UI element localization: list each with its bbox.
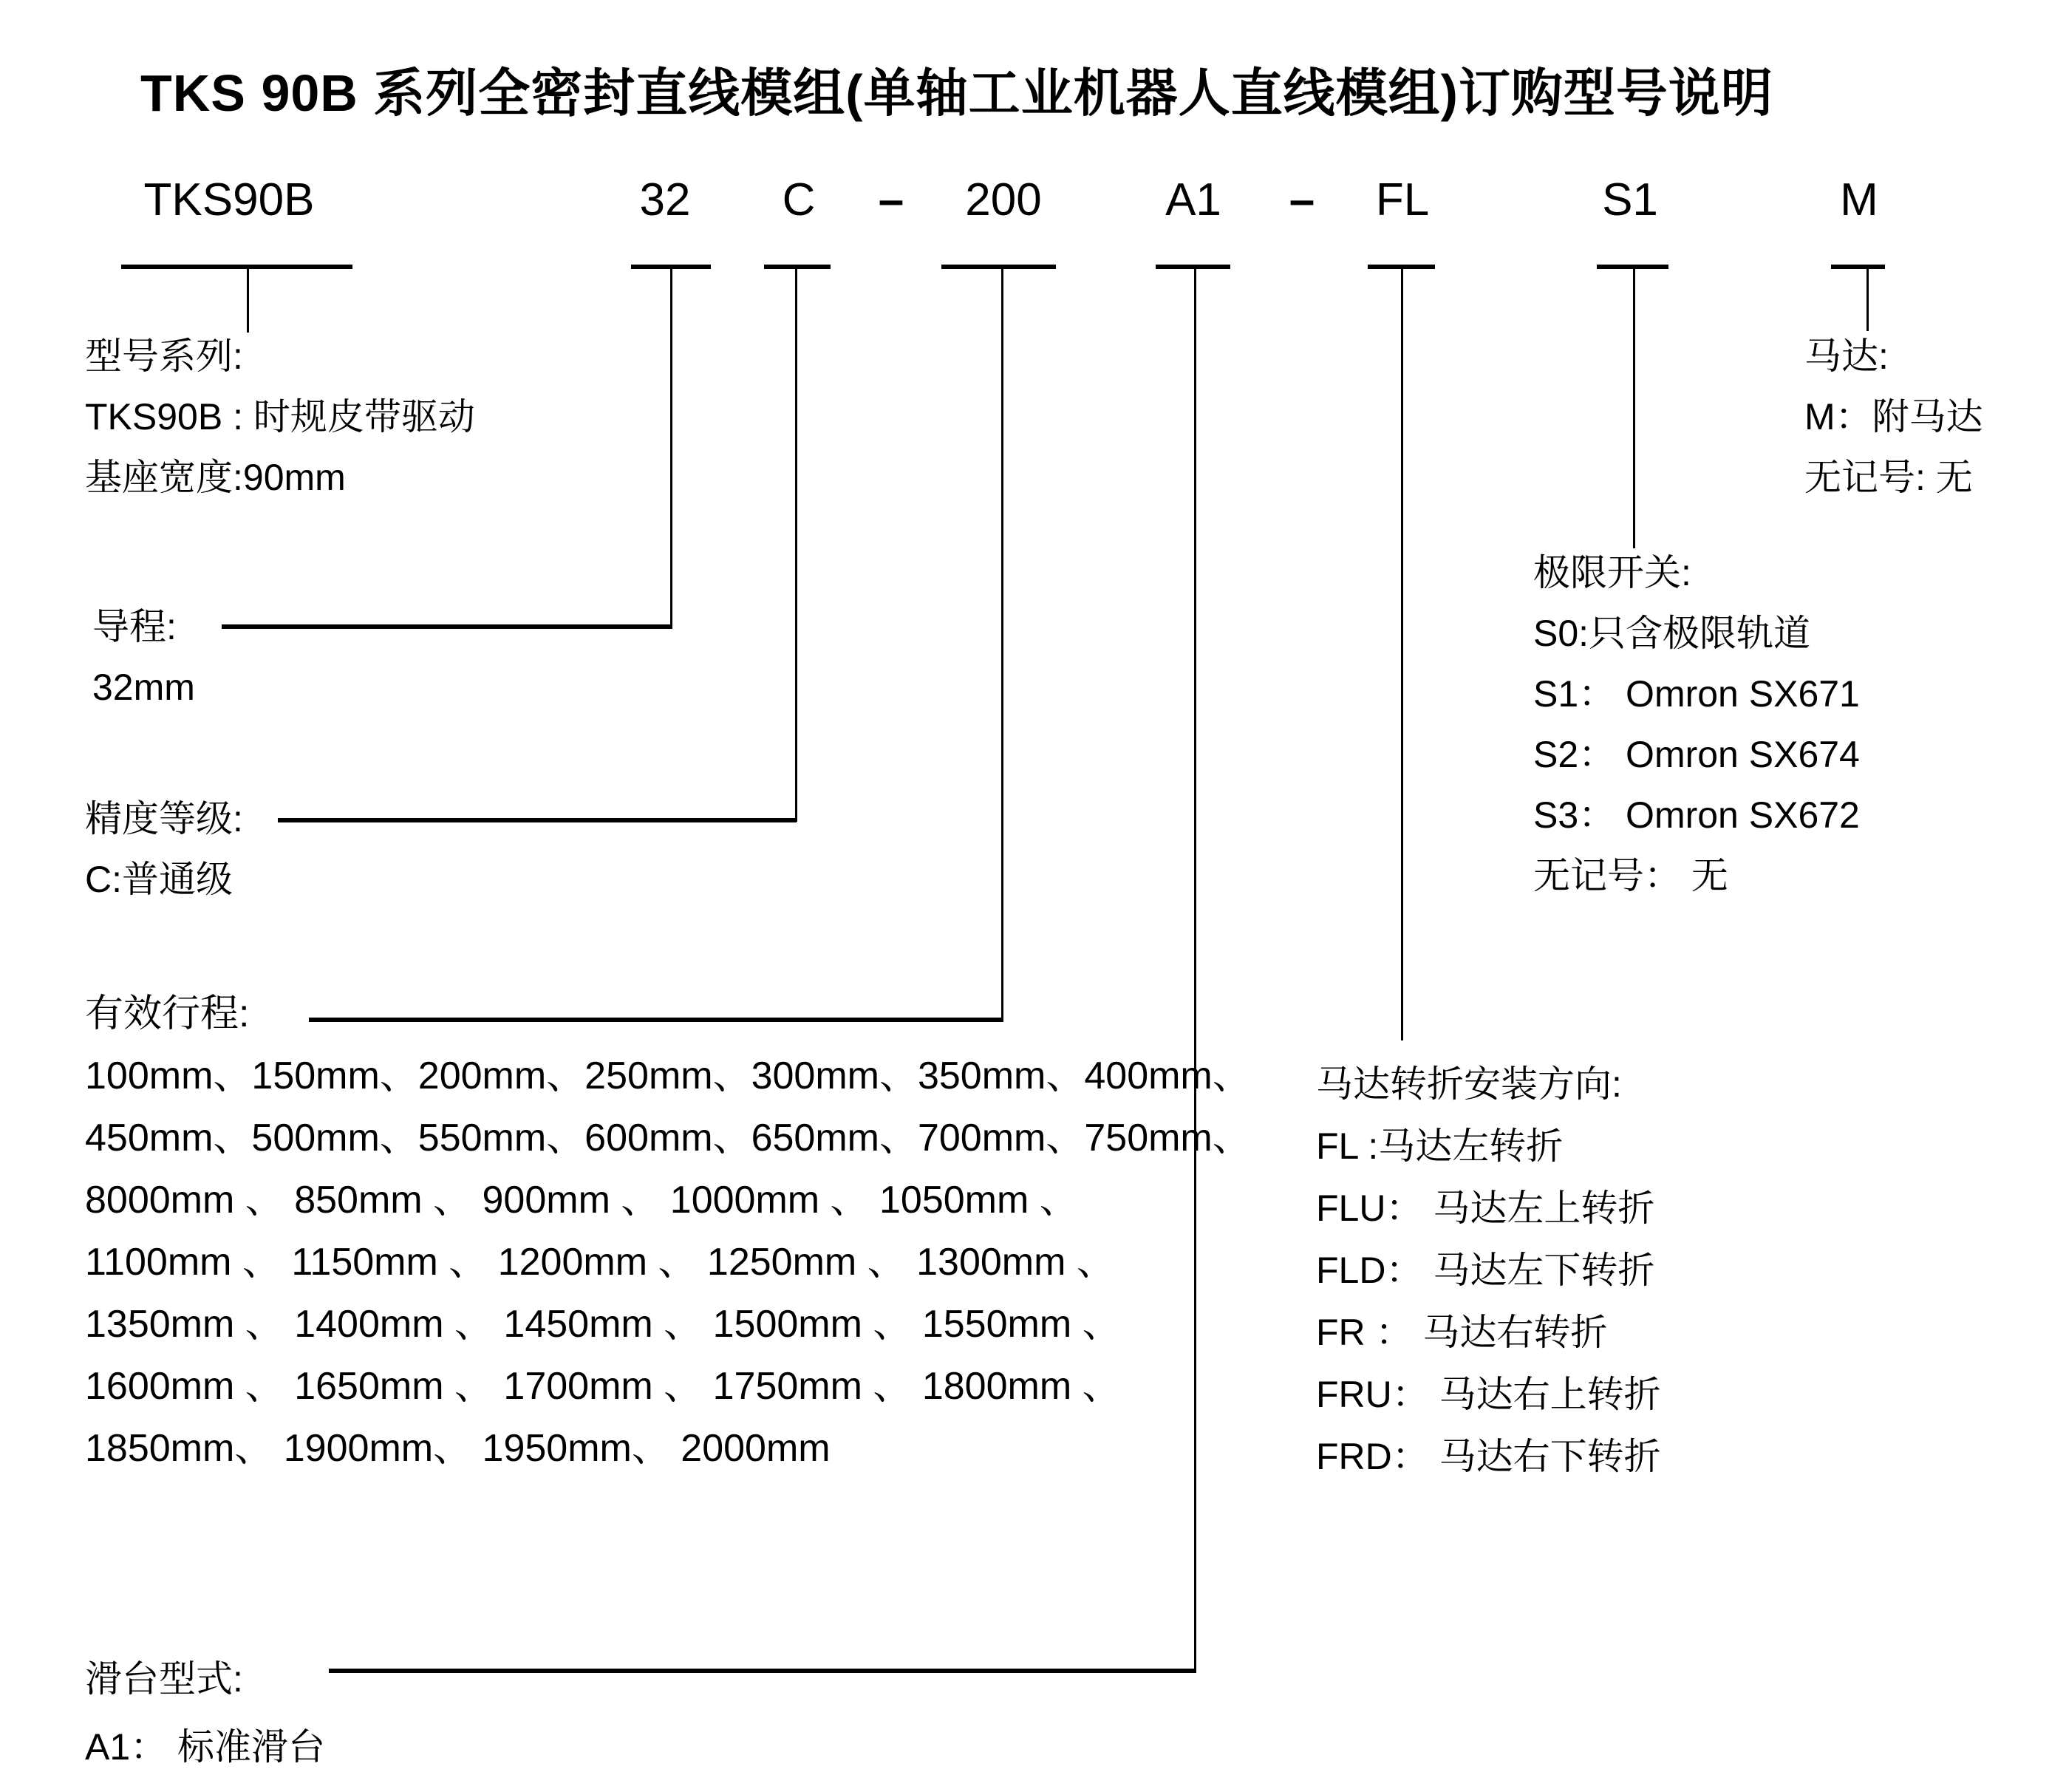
- section-motor-direction-line: FLD： 马达左下转折: [1316, 1250, 1655, 1291]
- section-slider: [85, 1645, 325, 1781]
- section-motor-direction-line: FRU： 马达右上转折: [1316, 1374, 1661, 1415]
- section-limit-switch-line: S2： Omron SX674: [1533, 734, 1860, 775]
- section-limit-switch-line: S3： Omron SX672: [1533, 794, 1860, 836]
- section-series-line: 基座宽度:90mm: [85, 457, 346, 498]
- section-lead-line: 32mm: [92, 667, 195, 708]
- section-accuracy: [85, 788, 243, 910]
- section-limit-switch-line: 无记号： 无: [1533, 855, 1728, 896]
- code-part-slider: A1: [1165, 174, 1221, 225]
- section-stroke-line: 1850mm、 1900mm、 1950mm、 2000mm: [85, 1427, 831, 1470]
- section-stroke-title: 有效行程:: [85, 992, 250, 1035]
- tick-motor: [1831, 265, 1885, 269]
- tick-slider: [1156, 265, 1230, 269]
- section-series-line: TKS90B : 时规皮带驱动: [85, 396, 475, 437]
- code-part-lead: 32: [639, 174, 691, 225]
- section-limit-switch: [1533, 542, 1860, 906]
- section-lead-title: 导程:: [92, 606, 177, 647]
- section-stroke-line: 8000mm 、 850mm 、 900mm 、 1000mm 、 1050mm 、: [85, 1179, 1078, 1222]
- leader-line-accuracy: [795, 265, 797, 822]
- section-stroke-line: 1600mm 、 1650mm 、 1700mm 、 1750mm 、 1800mm 、: [85, 1365, 1121, 1408]
- leader-line-motor-direction: [1401, 265, 1403, 1040]
- code-part-motor: M: [1840, 174, 1878, 225]
- section-stroke-line: 1100mm 、 1150mm 、 1200mm 、 1250mm 、 1300mm 、: [85, 1241, 1115, 1284]
- section-motor-direction-line: FR ： 马达右转折: [1316, 1312, 1608, 1353]
- section-motor-line: 无记号: 无: [1804, 457, 1973, 498]
- leader-line-limit-switch: [1633, 265, 1635, 548]
- page-title: TKS 90B 系列全密封直线模组(单轴工业机器人直线模组)订购型号说明: [140, 64, 1773, 122]
- code-part-stroke: 200: [965, 174, 1042, 225]
- section-accuracy-title: 精度等级:: [85, 798, 243, 839]
- section-limit-switch-line: S1： Omron SX671: [1533, 673, 1860, 715]
- section-stroke-line: 450mm、500mm、550mm、600mm、650mm、700mm、750mm、: [85, 1117, 1251, 1159]
- section-accuracy-line: C:普通级: [85, 859, 233, 900]
- code-part-series: TKS90B: [143, 174, 315, 225]
- section-motor-direction-line: FL :马达左转折: [1316, 1125, 1564, 1167]
- code-part-motor-direction: FL: [1375, 174, 1430, 225]
- section-slider-line: A1： 标准滑台: [85, 1726, 326, 1768]
- section-lead: [92, 596, 195, 718]
- section-series-title: 型号系列:: [85, 335, 243, 377]
- leader-line-lead: [670, 265, 672, 628]
- section-stroke-line: 1350mm 、 1400mm 、 1450mm 、 1500mm 、 1550mm 、: [85, 1303, 1121, 1346]
- tick-series: [121, 265, 352, 269]
- leader-line-motor: [1866, 265, 1869, 331]
- section-motor: [1804, 326, 1983, 508]
- connector-lead: [222, 624, 672, 629]
- section-motor-direction-title: 马达转折安装方向:: [1316, 1063, 1622, 1105]
- tick-stroke: [941, 265, 1056, 269]
- section-stroke: [85, 983, 1251, 1479]
- leader-line-series: [247, 265, 249, 333]
- code-part-accuracy: C: [782, 174, 816, 225]
- section-motor-title: 马达:: [1804, 335, 1889, 377]
- section-motor-line: M：附马达: [1804, 396, 1983, 437]
- section-limit-switch-title: 极限开关:: [1533, 552, 1691, 593]
- section-motor-direction-line: FLU： 马达左上转折: [1316, 1188, 1655, 1229]
- tick-accuracy: [764, 265, 831, 269]
- section-stroke-line: 100mm、150mm、200mm、250mm、300mm、350mm、400mm、: [85, 1055, 1251, 1097]
- connector-accuracy: [278, 818, 797, 822]
- code-dash-2: –: [1289, 174, 1315, 225]
- leader-line-stroke: [1001, 265, 1003, 1021]
- section-motor-direction-line: FRD： 马达右下转折: [1316, 1436, 1661, 1477]
- connector-slider: [329, 1669, 1196, 1673]
- code-part-limit-switch: S1: [1602, 174, 1658, 225]
- section-series: [85, 326, 475, 508]
- section-slider-title: 滑台型式:: [85, 1658, 243, 1700]
- section-limit-switch-line: S0:只含极限轨道: [1533, 613, 1811, 654]
- section-motor-direction: [1316, 1053, 1661, 1488]
- code-dash-1: –: [878, 174, 904, 225]
